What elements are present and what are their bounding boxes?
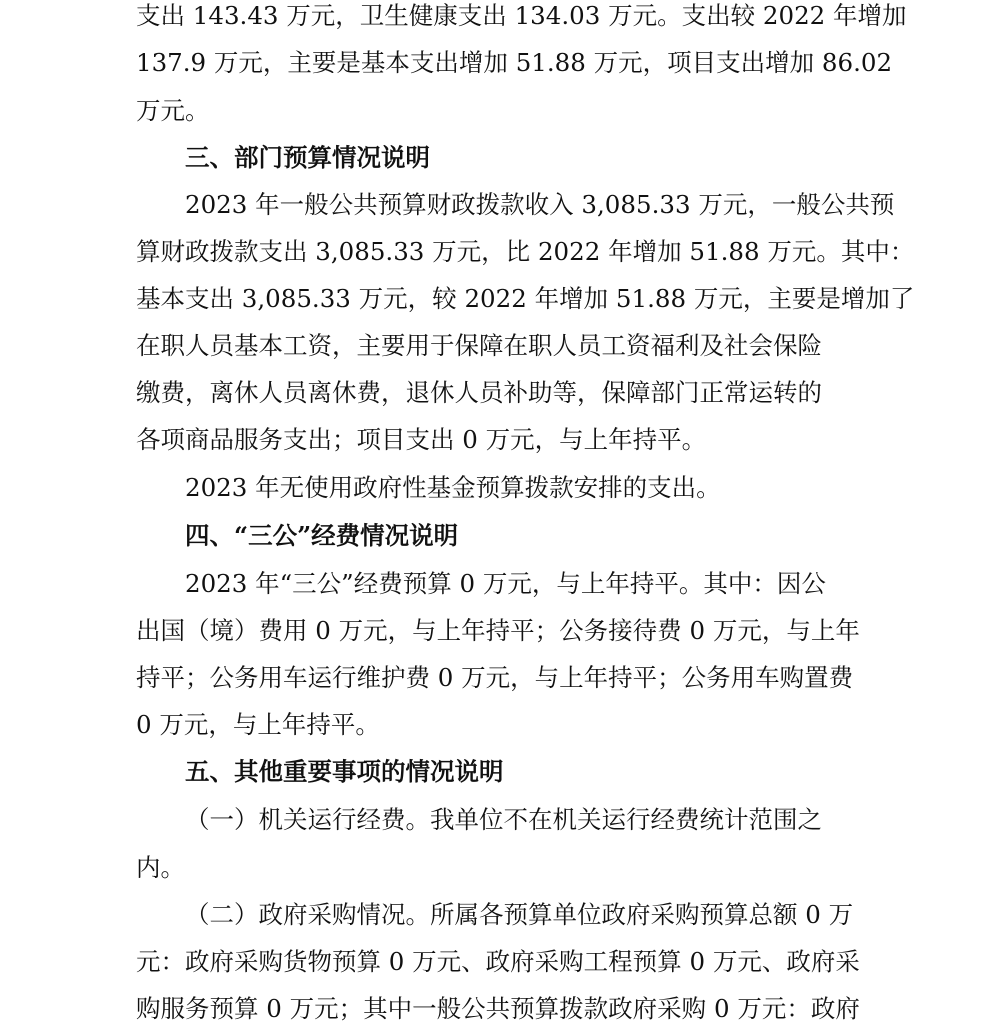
section-heading: 四、“三公”经费情况说明 (185, 521, 459, 550)
paragraph-line: 内。 (136, 853, 185, 882)
paragraph-line: 持平；公务用车运行维护费 0 万元，与上年持平；公务用车购置费 (136, 663, 854, 692)
paragraph-line: 2023 年一般公共预算财政拨款收入 3,085.33 万元，一般公共预 (185, 190, 895, 219)
paragraph-line: （二）政府采购情况。所属各预算单位政府采购预算总额 0 万 (185, 900, 854, 929)
paragraph-line: 出国（境）费用 0 万元，与上年持平；公务接待费 0 万元，与上年 (136, 616, 860, 645)
paragraph-line: 2023 年无使用政府性基金预算拨款安排的支出。 (185, 473, 721, 502)
paragraph-line: 元：政府采购货物预算 0 万元、政府采购工程预算 0 万元、政府采 (136, 947, 860, 976)
paragraph-line: 基本支出 3,085.33 万元，较 2022 年增加 51.88 万元，主要是增加了 (136, 284, 915, 313)
paragraph-line: 0 万元，与上年持平。 (136, 710, 380, 739)
paragraph-line: 2023 年“三公”经费预算 0 万元，与上年持平。其中：因公 (185, 569, 826, 598)
paragraph-line: 各项商品服务支出；项目支出 0 万元，与上年持平。 (136, 425, 707, 454)
paragraph-line: 支出 143.43 万元，卫生健康支出 134.03 万元。支出较 2022 年增加 (136, 1, 907, 30)
paragraph-line: 137.9 万元，主要是基本支出增加 51.88 万元，项目支出增加 86.02 (136, 48, 893, 77)
paragraph-line: （一）机关运行经费。我单位不在机关运行经费统计范围之 (185, 805, 822, 834)
section-heading: 五、其他重要事项的情况说明 (185, 757, 504, 786)
paragraph-line: 万元。 (136, 96, 210, 125)
paragraph-line: 缴费，离休人员离休费，退休人员补助等，保障部门正常运转的 (136, 378, 822, 407)
paragraph-line: 在职人员基本工资，主要用于保障在职人员工资福利及社会保险 (136, 331, 822, 360)
paragraph-line: 算财政拨款支出 3,085.33 万元，比 2022 年增加 51.88 万元。其中： (136, 237, 915, 266)
paragraph-line: 购服务预算 0 万元；其中一般公共预算拨款政府采购 0 万元：政府 (136, 994, 860, 1023)
section-heading: 三、部门预算情况说明 (185, 143, 430, 172)
